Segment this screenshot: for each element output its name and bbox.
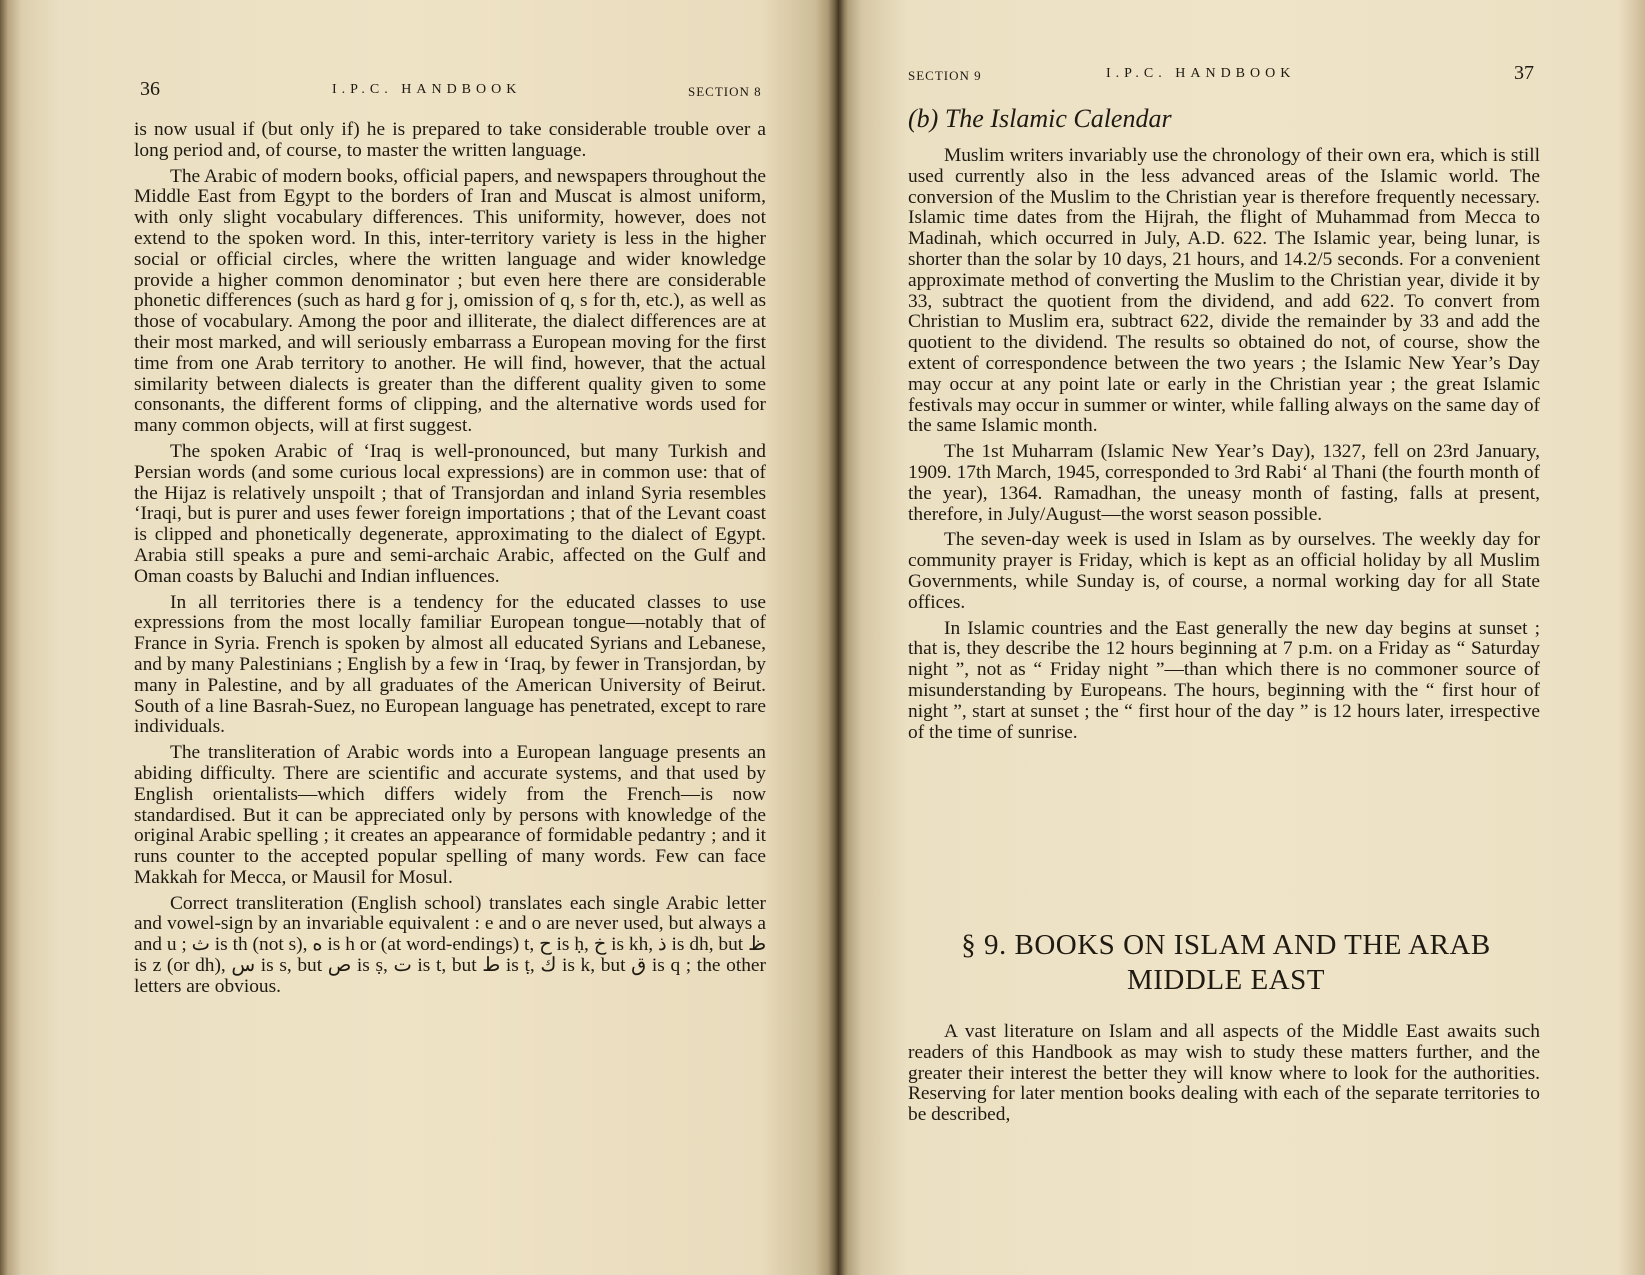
section-heading-line-2: MIDDLE EAST [1126, 964, 1325, 996]
right-paragraph-2: The 1st Muharram (Islamic New Year’s Day), 1327, fell on 23rd January, 1909. 17th March, 1945, corresponded to 3rd Rabi‘ al Thani (the fourth month of the year), 1364. Ramadhan, the uneasy month of fasting, falls at present, therefore, in July/August—the worst season possible. [908, 441, 1540, 525]
right-paragraph-3: The seven-day week is used in Islam as by ourselves. The weekly day for community prayer is Friday, which is kept as an official holiday by all Muslim Governments, while Sunday is, of course, a normal working day for all State offices. [908, 529, 1540, 613]
right-paragraph-4: In Islamic countries and the East generally the new day begins at sunset ; that is, they describe the 12 hours beginning at 7 p.m. on a Friday as “ Saturday night ”, not as “ Friday night ”—than which there is no commoner source of misunderstanding by Europeans. The hours, beginning with the “ first hour of night ”, start at sunset ; the “ first hour of the day ” is 12 hours later, irrespective of the time of sunrise. [908, 617, 1540, 743]
book-gutter [828, 0, 848, 1275]
left-paragraph-4: In all territories there is a tendency for the educated classes to use expressions from the most locally familiar European tongue—notably that of France in Syria. French is spoken by almost all educated Syrians and Lebanese, and by many Palestinians ; English by a few in ‘Iraq, by fewer in Transjordan, by many in Palestine, and by all graduates of the American University of Beirut. South of a line Basrah-Suez, no European language has penetrated, except to rare individuals. [134, 591, 766, 738]
right-running-head: I.P.C. HANDBOOK [1106, 66, 1296, 81]
section-heading [908, 928, 1544, 998]
right-page [838, 0, 1645, 1275]
right-closing-paragraph: A vast literature on Islam and all aspects of the Middle East awaits such readers of this Handbook as may wish to study these matters further, and the greater their interest the better they will know where to look for the authorities. Reserving for later mention books dealing with each of the separate territories to be described, [908, 1021, 1540, 1126]
right-closing-block [908, 1022, 1540, 1131]
left-text-block [134, 120, 766, 1003]
left-paragraph-3: The spoken Arabic of ‘Iraq is well-pronounced, but many Turkish and Persian words (and some curious local expressions) are in common use: that of the Hijaz is relatively unspoilt ; that of Transjordan and inland Syria resembles ‘Iraqi, but is purer and uses fewer foreign importations ; that of the Levant coast is clipped and phonetically degenerate, approximating to the dialect of Egypt. Arabia still speaks a pure and semi-archaic Arabic, affected on the Gulf and Oman coasts by Baluchi and Indian influences. [134, 440, 766, 587]
left-page-number: 36 [140, 78, 160, 100]
left-paragraph-6: Correct transliteration (English school) translates each single Arabic letter and vowel-sign by an invariable equivalent : e and o are never used, but always a and u ; ث is th (not s), ه is h or (at word-endings) t, ح is ḥ, خ is kh, ذ is dh, but ظ is z (or dh), س is s, but ص is ṣ, ت is t, but ط is ṭ, ك is k, but ق is q ; the other letters are obvious. [134, 892, 766, 997]
left-paragraph-1: is now usual if (but only if) he is prepared to take considerable trouble over a long period and, of course, to master the written language. [134, 119, 766, 161]
left-paragraph-2: The Arabic of modern books, official papers, and newspapers throughout the Middle East from Egypt to the borders of Iran and Muscat is almost uniform, with only slight vocabulary differences. This uniformity, however, does not extend to the spoken word. In this, inter-territory variety is less in the higher social or official circles, where the written language and wider knowledge provide a higher common denominator ; but even here there are considerable phonetic differences (such as hard g for j, omission of q, s for th, etc.), as well as those of vocabulary. Among the poor and illiterate, the dialect differences are at their most marked, and will seriously embarrass a European moving for the first time from one Arab territory to another. He will find, however, that the actual similarity between dialects is greater than the different quality given to some consonants, the different forms of clipping, and the alternative words used for many common objects, will at first suggest. [134, 165, 766, 437]
left-section-label: SECTION 8 [688, 84, 762, 99]
left-running-head: I.P.C. HANDBOOK [332, 82, 522, 97]
right-page-number: 37 [1514, 62, 1534, 84]
right-text-block [908, 146, 1540, 748]
section-heading-line-1: § 9. BOOKS ON ISLAM AND THE ARAB [961, 929, 1491, 961]
right-section-label: SECTION 9 [908, 68, 982, 83]
right-paragraph-1: Muslim writers invariably use the chronology of their own era, which is still used currently also in the less advanced areas of the Islamic world. The conversion of the Muslim to the Christian year is therefore frequently necessary. Islamic time dates from the Hijrah, the flight of Muhammad from Mecca to Madinah, which occurred in July, A.D. 622. The Islamic year, being lunar, is shorter than the solar by 10 days, 21 hours, and 14.2/5 seconds. For a convenient approximate method of converting the Muslim to the Christian year, divide it by 33, subtract the quotient from the dividend, and add 622. To convert from Christian to Muslim era, subtract 622, divide the remainder by 33 and add the quotient to the dividend. The results so obtained do not, of course, show the extent of correspondence between the two years ; the Islamic New Year’s Day may occur at any point late or early in the Christian year ; the great Islamic festivals may occur in summer or winter, while falling always on the same day of the same Islamic month. [908, 145, 1540, 437]
calendar-subheading: (b) The Islamic Calendar [908, 104, 1172, 133]
left-paragraph-5: The transliteration of Arabic words into a European language presents an abiding difficulty. There are scientific and accurate systems, and that used by English orientalists—which differs widely from the French—is now standardised. But it can be appreciated only by persons with knowledge of the original Arabic spelling ; it creates an appearance of formidable pedantry ; and it runs counter to the accepted popular spelling of many words. Few can face Makkah for Mecca, or Mausil for Mosul. [134, 742, 766, 888]
